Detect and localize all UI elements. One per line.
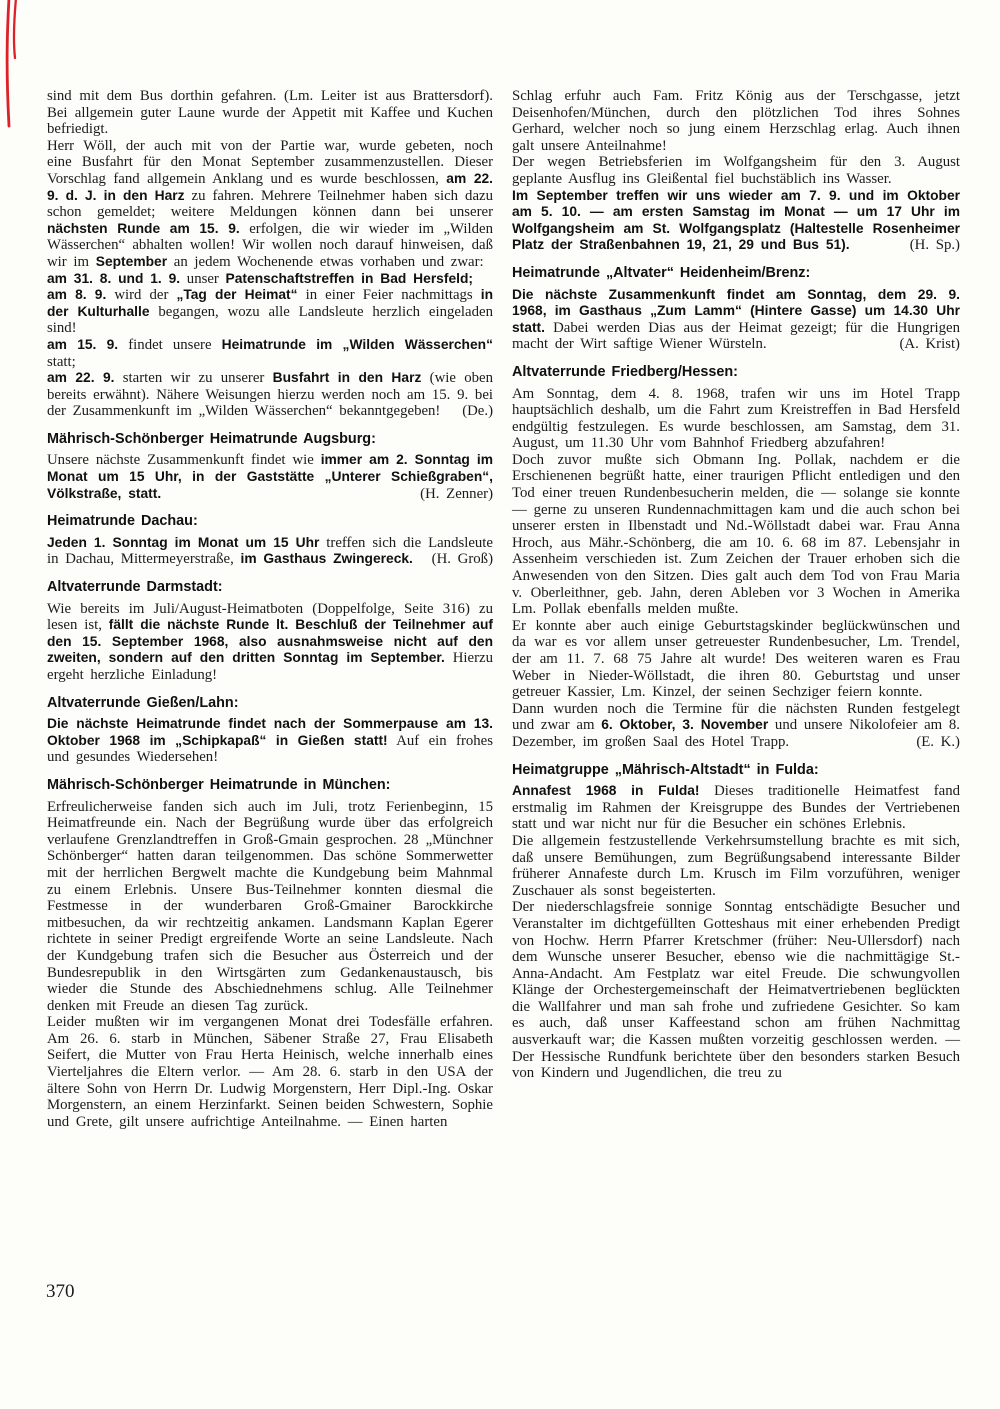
paragraph (47, 601, 493, 684)
body-text: Schlag erfuhr auch Fam. Fritz König aus der Terschgasse, jetzt Deisenhofen/München, durch den plötzlichen Tod ihres Sohnes Gerhard, welcher noch so jung einem Herzschlag erlag. Auch ihnen galt unsere Anteilnahme! (512, 88, 960, 154)
section-heading (47, 431, 493, 448)
body-text: Dabei werden Dias aus der Heimat gezeigt; für die Hungrigen macht der Wirt saftige Wiener Würsteln. (512, 319, 960, 353)
body-text: wird der (106, 287, 177, 304)
emphasis-text: in der Kulturhalle (47, 287, 493, 319)
emphasis-text: Busfahrt in den Harz (272, 370, 422, 386)
emphasis-text: „Tag der Heimat“ (176, 287, 298, 303)
paragraph (512, 618, 960, 701)
signature: (De.) (462, 403, 493, 420)
body-text: Heimatrunde Dachau: (47, 513, 198, 530)
emphasis-text: September (95, 253, 168, 269)
paragraph (512, 452, 960, 618)
signature: (H. Zenner) (420, 485, 493, 502)
body-text: Heimatgruppe „Mährisch-Altstadt“ in Fulda: (512, 761, 819, 778)
emphasis-text: am 22. 9. d. J. in den Harz (47, 170, 493, 203)
section-heading (47, 579, 493, 596)
body-text: Mährisch-Schönberger Heimatrunde in München: (47, 776, 391, 793)
page-number: 370 (46, 1281, 75, 1302)
emphasis-text: Die nächste Heimatrunde findet nach der Sommerpause am 13. Oktober 1968 im „Schipkapaß“ in Gießen statt! (47, 716, 493, 748)
paragraph (512, 899, 960, 1082)
paragraph (47, 1014, 493, 1130)
body-text: Erfreulicherweise fanden sich auch im Juli, trotz Ferienbeginn, 15 Heimatfreunde ein. Nach der Begrüßung wurde über das erfolgreich verlaufene Grenzlandtreffen in Groß-Gmain gesprochen. 28 „Münchner Schönberger“ hatten daran teilgenommen. Das schöne Sommerwetter mit der herrlichen Bergwelt machte die Kundgebung beim Mahnmal zu einem Erlebnis. Unsere Bus-Teilnehmer konnten diesmal die Festmesse in der wunderbaren Groß-Gmainer Barockkirche mitbesuchen, da wir rechtzeitig ankamen. Landsmann Kaplan Egerer richtete in seiner Predigt ergreifende Worte an seine Landsleute. Nach der Kundgebung trafen sich die Besucher aus Österreich und der Bundesrepublik in den Wirtsgärten zum Gedankenaustausch, bis wieder die Stunde des Abschiednehmens schlug. Alle Teilnehmer denken mit Freude an diesen Tag zurück. (47, 798, 493, 1014)
section-heading (47, 513, 493, 530)
paragraph (47, 716, 493, 766)
body-text: Herr Wöll, der auch mit von der Partie war, wurde gebeten, noch eine Busfahrt für den Monat September zusammenzustellen. Dieser Vorschlag fand allgemein Anklang und es wurde beschlossen, (47, 137, 493, 187)
body-text: Altvaterrunde Darmstadt: (47, 579, 223, 596)
paragraph (47, 88, 493, 138)
body-text: unser (180, 270, 226, 287)
paragraph (47, 271, 493, 288)
left-column (47, 88, 493, 1130)
signature: (H. Sp.) (909, 237, 960, 254)
emphasis-text: Heimatrunde im „Wilden Wässerchen“ (221, 336, 493, 352)
emphasis-text: 6. Oktober, 3. November (601, 717, 769, 733)
body-text: Die allgemein festzustellende Verkehrsumstellung brachte es mit sich, daß unsere Bemühungen, zum Begrüßungsabend interessante Bilder früherer Annafeste durch Lm. Krusch im Film vorzuführen, weniger Zuschauer als sonst begeisterten. (512, 832, 960, 899)
section-heading (512, 762, 960, 779)
body-text: sind mit dem Bus dorthin gefahren. (Lm. Leiter ist aus Brattersdorf). Bei allgemein guter Laune wurde der Appetit mit Kaffee und Kuchen befriedigt. (47, 88, 493, 138)
signature: (A. Krist) (899, 336, 960, 353)
emphasis-text: am 31. 8. und 1. 9. (47, 270, 181, 286)
signature: (H. Groß) (431, 551, 493, 568)
section-heading (47, 777, 493, 794)
body-text: zu fahren. Mehrere Teilnehmer haben sich dazu schon gemeldet; weitere Meldungen können dann bei unserer (47, 187, 493, 221)
body-text: findet unsere (118, 336, 222, 353)
body-text: Mährisch-Schönberger Heimatrunde Augsburg: (47, 430, 376, 447)
section-heading (512, 364, 960, 381)
signature: (E. K.) (916, 733, 960, 750)
paragraph (47, 370, 493, 420)
body-text: Dann wurden noch die Termine für die nächsten Runden festgelegt und zwar am (512, 700, 960, 734)
body-text: Auf ein frohes und gesundes Wiedersehen! (47, 732, 493, 766)
emphasis-text: am 22. 9. (47, 370, 115, 386)
emphasis-text: fällt die nächste Runde lt. Beschluß der Teilnehmer auf den 15. September 1968, also ausnahmsweise nicht auf den zweiten, sondern auf den dritten Sonntag im September. (47, 617, 493, 666)
body-text: an jedem Wochenende etwas vorhaben und zwar: (167, 253, 484, 270)
paragraph (47, 799, 493, 1015)
body-text: Leider mußten wir im vergangenen Monat drei Todesfälle erfahren. Am 26. 6. starb in München, Säbener Straße 27, Frau Elisabeth Seifert, die Mutter von Frau Herta Heinisch, welche innerhalb eines Vierteljahres die Eltern verlor. — Am 28. 6. starb in den USA der ältere Sohn von Herrn Dr. Ludwig Morgenstern, Herr Dipl.-Ing. Oskar Morgenstern, an einem Herzinfarkt. Seinen beiden Schwestern, Sophie und Grete, gilt unsere aufrichtige Anteilnahme. — Einen harten (47, 1014, 493, 1130)
section-heading (47, 695, 493, 712)
body-text: Hierzu ergeht herzliche Einladung! (47, 650, 493, 683)
paragraph (512, 833, 960, 899)
red-pen-mark (2, 0, 26, 138)
body-text: Am Sonntag, dem 4. 8. 1968, trafen wir uns im Hotel Trapp hauptsächlich deshalb, um die Fahrt zum Kreistreffen in Bad Hersfeld endgültig festzulegen. Es wurde beschlossen, am Samstag, dem 31. August, um 11.30 Uhr vom Bahnhof Friedberg abzufahren! (512, 385, 960, 452)
paragraph (47, 138, 493, 271)
paragraph (512, 188, 960, 254)
emphasis-text: Patenschaftstreffen in Bad Hersfeld; (225, 270, 473, 286)
emphasis-text: im Gasthaus Zwingereck. (240, 551, 413, 567)
emphasis-text: Jeden 1. Sonntag im Monat um 15 Uhr (47, 534, 320, 550)
paragraph (47, 535, 493, 568)
paragraph (512, 88, 960, 154)
paragraph (47, 452, 493, 502)
emphasis-text: am 8. 9. (47, 287, 107, 303)
body-text: statt; (47, 353, 76, 370)
body-text: Heimatrunde „Altvater“ Heidenheim/Brenz: (512, 264, 811, 281)
paragraph (512, 287, 960, 353)
body-text: treffen sich die Landsleute in Dachau, Mittermeyerstraße, (47, 534, 493, 568)
body-text: Er konnte aber auch einige Geburtstagskinder beglückwünschen und da war es vor allem unser getreuester Rundenbesucher, Lm. Trendel, der am 11. 7. 68 75 Jahre alt wurde! Des weiteren waren es Frau Weber in Nieder-Wöllstadt, die ihren 80. Geburtstag und unser getreuer Kassier, Lm. Kinzel, der seinen Sechziger feiern konnte. (512, 617, 960, 701)
emphasis-text: immer am 2. Sonntag im Monat um 15 Uhr, in der Gaststätte „Unterer Schießgraben“, Völkstraße, statt. (47, 452, 493, 501)
body-text: und unsere Nikolofeier am 8. Dezember, im großen Saal des Hotel Trapp. (512, 717, 960, 750)
paragraph (512, 154, 960, 187)
emphasis-text: am 15. 9. (47, 336, 119, 352)
body-text: Unsere nächste Zusammenkunft findet wie (47, 452, 321, 469)
paragraph (512, 386, 960, 452)
body-text: Der wegen Betriebsferien im Wolfgangsheim für den 3. August geplante Ausflug ins Gleißental fiel buchstäblich ins Wasser. (512, 154, 960, 187)
emphasis-text: Annafest 1968 in Fulda! (512, 783, 700, 799)
emphasis-text: Die nächste Zusammenkunft findet am Sonntag, dem 29. 9. 1968, im Gasthaus „Zum Lamm“ (Hintere Gasse) um 14.30 Uhr statt. (512, 286, 960, 335)
body-text: erfolgen, die wir wieder im „Wilden Wässerchen“ abhalten wollen! Wir wollen noch darauf hinweisen, daß wir im (47, 220, 494, 270)
emphasis-text: Im September treffen wir uns wieder am 7. 9. und im Oktober am 5. 10. — am ersten Samstag im Monat — um 17 Uhr im Wolfgangsheim am St. Wolfgangsplatz (Haltestelle Rosenheimer Platz der Straßenbahnen 19, 21, 29 und Bus 51). (512, 187, 960, 253)
emphasis-text: nächsten Runde am 15. 9. (47, 220, 240, 236)
paragraph (512, 783, 960, 833)
body-text: Dieses traditionelle Heimatfest fand erstmalig im Rahmen der Kreisgruppe des Bundes der Vertriebenen statt und war nicht nur für die Besucher ein schönes Erlebnis. (512, 783, 960, 833)
paragraph (47, 337, 493, 370)
body-text: starten wir zu unserer (114, 370, 273, 387)
body-text: Doch zuvor mußte sich Obmann Ing. Pollak, nachdem er die Erschienenen begrüßt hatte, einer traurigen Pflicht entledigen und den Tod einer treuen Rundenbesucherin melden, die — solange sie konnte — gerne zu unseren Rundennachmittagen kam und die auch schon bei unserer ersten in Ilbenstadt und Nd.-Wöllstadt dabei war. Frau Anna Hroch, aus Mähr.-Schönberg, die am 10. 6. 68 im 87. Lebensjahr in Assenheim verschieden ist. Zum Zeichen der Trauer erhoben sich die Anwesenden von den Sitzen. Dies galt auch dem Tod von Frau Maria v. Oberleithner, geb. Jahn, deren Ableben vor 3 Wochen in Amerika Lm. Pollak ebenfalls melden mußte. (512, 451, 960, 618)
body-text: Der niederschlagsfreie sonnige Sonntag entschädigte Besucher und Veranstalter im dichtgefüllten Gotteshaus mit einer erhebenden Predigt von Hochw. Herrn Pfarrer Kretschmer (früher: Neu-Ullersdorf) nach dem Wunsche unserer Besucher, ebenso wie die nachmittägige St.-Anna-Andacht. Am Festplatz war eitel Freude. Die schwungvollen Klänge der Orchestergemeinschaft der Heimatvertriebenen beglückten die Wallfahrer und man sah frohe und zufriedene Gesichter. So kam es auch, daß unser Kaffeestand schon am frühen Nachmittag ausverkauft war; die Kassen mußten vorzeitig geschlossen werden. — Der Hessische Rundfunk berichtete über den besonders starken Besuch von Kindern und Jugendlichen, die treu zu (512, 899, 960, 1082)
right-column (512, 88, 960, 1082)
section-heading (512, 265, 960, 282)
body-text: in einer Feier nachmittags (297, 287, 481, 304)
body-text: Altvaterrunde Friedberg/Hessen: (512, 363, 738, 380)
body-text: Wie bereits im Juli/August-Heimatboten (Doppelfolge, Seite 316) zu lesen ist, (47, 600, 493, 634)
body-text: (wie oben bereits erwähnt). Nähere Weisungen hierzu werden noch am 15. 9. bei der Zusammenkunft im „Wilden Wässerchen“ bekanntgegeben! (47, 370, 493, 420)
paragraph (512, 701, 960, 751)
body-text: begangen, wozu alle Landsleute herzlich eingeladen sind! (47, 303, 493, 337)
paragraph (47, 287, 493, 337)
body-text: Altvaterrunde Gießen/Lahn: (47, 694, 239, 711)
